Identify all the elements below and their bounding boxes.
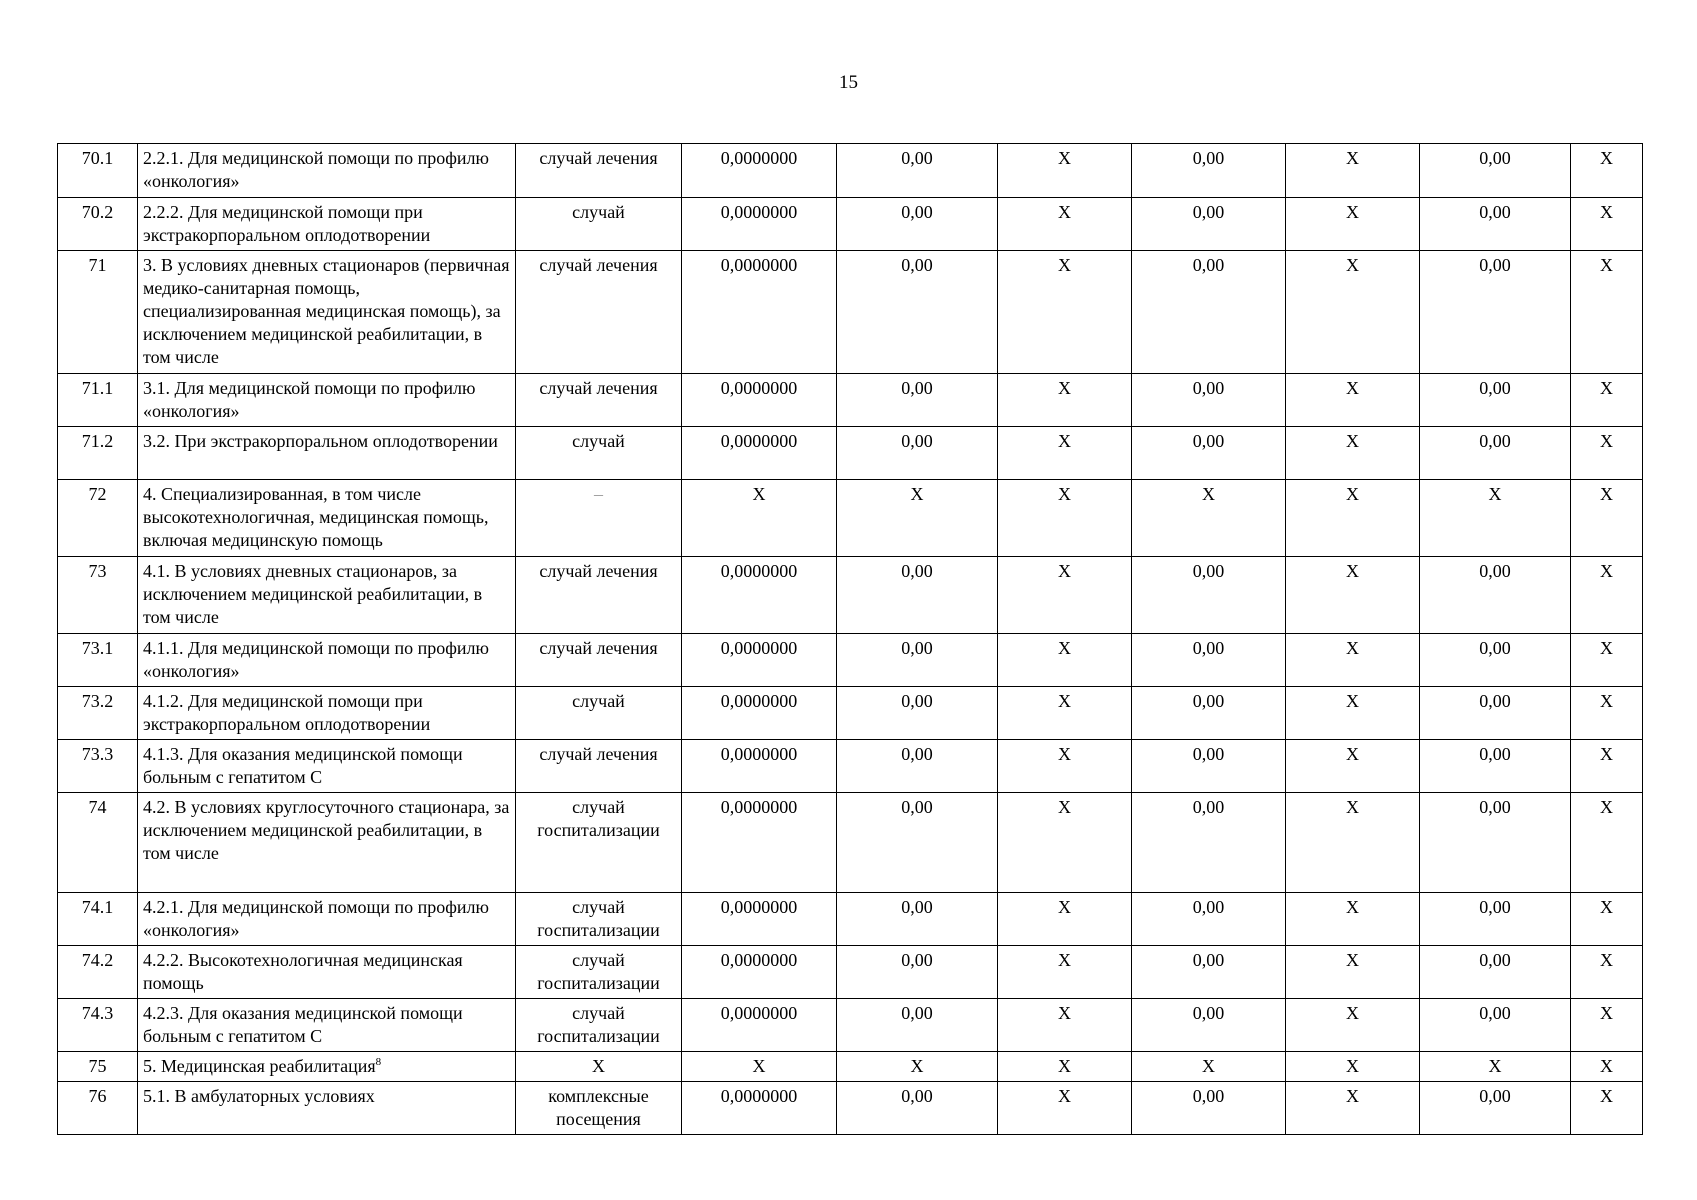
cell-value: X [1286,687,1420,740]
table-row [58,687,1643,740]
cell-value: X [1571,946,1643,999]
table-row [58,1052,1643,1082]
row-unit: X [516,1052,682,1082]
cell-value: 0,00 [1420,374,1571,427]
row-unit: случай лечения [516,557,682,634]
cell-value: 0,00 [1420,893,1571,946]
row-unit: случай госпитализации [516,793,682,893]
row-number: 71 [58,251,138,374]
cell-value: 0,00 [837,946,998,999]
cell-value: X [1286,374,1420,427]
cell-value: X [1286,793,1420,893]
table-row [58,946,1643,999]
row-number: 70.1 [58,144,138,198]
cell-value: X [1571,740,1643,793]
row-name: 3.1. Для медицинской помощи по профилю «онкология» [138,374,516,427]
cell-value: X [998,251,1132,374]
cell-value: X [1571,999,1643,1052]
cell-value: 0,00 [1420,946,1571,999]
table-body [58,144,1643,1135]
cell-value: X [1571,893,1643,946]
footnote-marker: 8 [375,1056,382,1068]
row-name: 4.1. В условиях дневных стационаров, за исключением медицинской реабилитации, в том числе [138,557,516,634]
cell-value: 0,00 [1420,427,1571,480]
cell-value: 0,00 [837,557,998,634]
row-name: 5.1. В амбулаторных условиях [138,1082,516,1135]
cell-value: X [998,427,1132,480]
row-number: 74 [58,793,138,893]
cell-value: X [1571,427,1643,480]
cell-value: X [998,946,1132,999]
cell-value: X [998,480,1132,557]
cell-value: 0,00 [1132,634,1286,687]
cell-value: X [998,1082,1132,1135]
row-name: 4.1.3. Для оказания медицинской помощи больным с гепатитом С [138,740,516,793]
cell-value: X [998,740,1132,793]
cell-value: 0,00 [1132,946,1286,999]
row-number: 71.2 [58,427,138,480]
row-unit: – [516,480,682,557]
cell-value: 0,00 [1420,793,1571,893]
row-name: 3.2. При экстракорпоральном оплодотворении [138,427,516,480]
table-row [58,740,1643,793]
cell-value: 0,00 [1420,251,1571,374]
cell-value: X [1286,946,1420,999]
cell-value: 0,00 [1132,1082,1286,1135]
cell-value: 0,00 [837,999,998,1052]
cell-value: 0,00 [837,634,998,687]
table-row [58,999,1643,1052]
cell-value: X [998,144,1132,198]
cell-value: X [1286,144,1420,198]
cell-value: 0,00 [837,198,998,251]
cell-value: X [1286,740,1420,793]
cell-value: 0,0000000 [682,893,837,946]
row-name: 4. Специализированная, в том числе высокотехнологичная, медицинская помощь, включая медицинскую помощь [138,480,516,557]
table-row [58,1082,1643,1135]
row-name: 2.2.2. Для медицинской помощи при экстракорпоральном оплодотворении [138,198,516,251]
cell-value: 0,00 [1132,687,1286,740]
cell-value: X [1132,480,1286,557]
row-unit: случай госпитализации [516,999,682,1052]
cell-value: 0,00 [837,687,998,740]
row-name: 4.2. В условиях круглосуточного стационара, за исключением медицинской реабилитации, в том числе [138,793,516,893]
table-row [58,557,1643,634]
row-number: 70.2 [58,198,138,251]
cell-value: 0,00 [1420,1082,1571,1135]
cell-value: X [998,634,1132,687]
cell-value: X [998,557,1132,634]
cell-value: X [1420,1052,1571,1082]
cell-value: X [1571,793,1643,893]
cell-value: 0,00 [1420,634,1571,687]
cell-value: X [1286,1082,1420,1135]
row-name: 4.1.2. Для медицинской помощи при экстракорпоральном оплодотворении [138,687,516,740]
cell-value: X [1571,557,1643,634]
row-number: 75 [58,1052,138,1082]
cell-value: 0,0000000 [682,687,837,740]
cell-value: 0,0000000 [682,144,837,198]
cell-value: 0,00 [837,374,998,427]
cell-value: X [1286,557,1420,634]
row-number: 74.3 [58,999,138,1052]
table-row [58,480,1643,557]
cell-value: X [1571,480,1643,557]
data-table [57,143,1643,1135]
row-number: 72 [58,480,138,557]
cell-value: X [837,1052,998,1082]
row-unit: случай лечения [516,251,682,374]
cell-value: 0,00 [1420,999,1571,1052]
cell-value: 0,0000000 [682,634,837,687]
cell-value: 0,00 [1420,740,1571,793]
cell-value: 0,0000000 [682,557,837,634]
cell-value: X [1286,198,1420,251]
table-row [58,793,1643,893]
cell-value: 0,00 [1132,427,1286,480]
row-number: 73.1 [58,634,138,687]
cell-value: 0,00 [837,1082,998,1135]
cell-value: X [837,480,998,557]
cell-value: X [1286,893,1420,946]
cell-value: 0,0000000 [682,1082,837,1135]
cell-value: 0,0000000 [682,999,837,1052]
table-row [58,144,1643,198]
cell-value: 0,00 [1132,893,1286,946]
row-number: 71.1 [58,374,138,427]
row-name: 4.1.1. Для медицинской помощи по профилю «онкология» [138,634,516,687]
cell-value: 0,00 [1132,999,1286,1052]
cell-value: X [998,198,1132,251]
cell-value: X [1286,251,1420,374]
row-name: 4.2.3. Для оказания медицинской помощи больным с гепатитом С [138,999,516,1052]
row-unit: комплексные посещения [516,1082,682,1135]
row-name: 4.2.2. Высокотехнологичная медицинская помощь [138,946,516,999]
row-unit: случай госпитализации [516,893,682,946]
row-number: 76 [58,1082,138,1135]
table-row [58,893,1643,946]
row-unit: случай [516,427,682,480]
cell-value: 0,00 [1132,740,1286,793]
row-number: 73.3 [58,740,138,793]
cell-value: 0,00 [837,740,998,793]
table-row [58,251,1643,374]
cell-value: X [1571,144,1643,198]
row-unit: случай лечения [516,374,682,427]
cell-value: 0,00 [837,893,998,946]
row-number: 73.2 [58,687,138,740]
cell-value: X [1286,999,1420,1052]
cell-value: X [1132,1052,1286,1082]
table-row [58,634,1643,687]
cell-value: X [1286,427,1420,480]
row-unit: случай госпитализации [516,946,682,999]
cell-value: X [1420,480,1571,557]
cell-value: 0,0000000 [682,793,837,893]
cell-value: X [682,480,837,557]
row-name: 4.2.1. Для медицинской помощи по профилю «онкология» [138,893,516,946]
row-unit: случай лечения [516,740,682,793]
cell-value: 0,00 [837,427,998,480]
cell-value: 0,00 [1132,144,1286,198]
cell-value: X [1571,1082,1643,1135]
row-number: 74.1 [58,893,138,946]
cell-value: 0,00 [1132,374,1286,427]
row-name [138,1052,516,1082]
cell-value: 0,0000000 [682,251,837,374]
cell-value: 0,0000000 [682,198,837,251]
cell-value: X [1571,634,1643,687]
cell-value: 0,00 [837,251,998,374]
cell-value: X [1286,480,1420,557]
row-name: 2.2.1. Для медицинской помощи по профилю «онкология» [138,144,516,198]
page-number: 15 [839,72,858,93]
row-unit: случай [516,687,682,740]
cell-value: 0,00 [1132,557,1286,634]
cell-value: 0,00 [837,793,998,893]
row-number: 73 [58,557,138,634]
cell-value: X [1571,198,1643,251]
row-unit: случай [516,198,682,251]
cell-value: 0,00 [1420,557,1571,634]
cell-value: X [998,793,1132,893]
cell-value: 0,0000000 [682,740,837,793]
row-name-text: 5. Медицинская реабилитация [143,1056,376,1076]
cell-value: X [1571,374,1643,427]
cell-value: X [1571,1052,1643,1082]
row-unit: случай лечения [516,144,682,198]
table-row [58,427,1643,480]
cell-value: X [998,687,1132,740]
cell-value: 0,0000000 [682,946,837,999]
cell-value: 0,00 [1420,144,1571,198]
cell-value: 0,00 [1132,198,1286,251]
row-number: 74.2 [58,946,138,999]
cell-value: 0,00 [1420,198,1571,251]
cell-value: 0,0000000 [682,374,837,427]
cell-value: X [998,374,1132,427]
cell-value: X [998,1052,1132,1082]
cell-value: 0,0000000 [682,427,837,480]
row-name: 3. В условиях дневных стационаров (первичная медико-санитарная помощь, специализированная медицинская помощь), за исключением медицинской реабилитации, в том числе [138,251,516,374]
cell-value: 0,00 [1132,793,1286,893]
cell-value: X [682,1052,837,1082]
row-unit: случай лечения [516,634,682,687]
cell-value: X [1571,687,1643,740]
cell-value: X [1286,1052,1420,1082]
cell-value: X [998,999,1132,1052]
cell-value: 0,00 [837,144,998,198]
cell-value: 0,00 [1132,251,1286,374]
cell-value: X [1571,251,1643,374]
cell-value: X [998,893,1132,946]
cell-value: X [1286,634,1420,687]
cell-value: 0,00 [1420,687,1571,740]
table-row [58,374,1643,427]
table-row [58,198,1643,251]
